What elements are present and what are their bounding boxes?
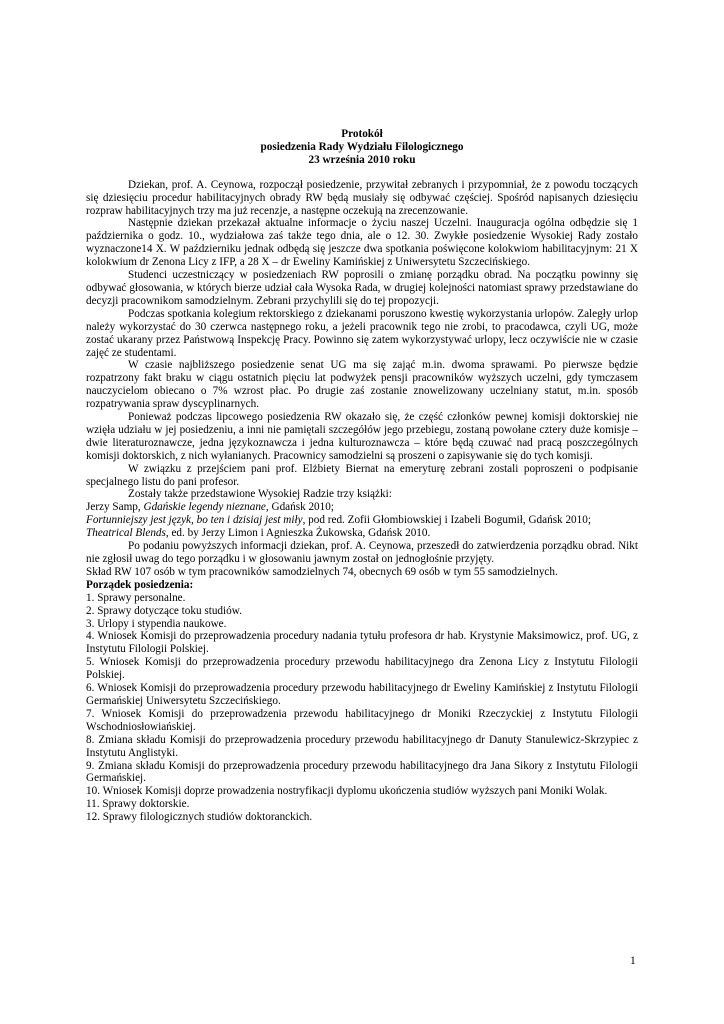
document-date: 23 września 2010 roku: [308, 153, 416, 166]
paragraph-senate: W czasie najbliższego posiedzenie senat UG ma się zająć m.in. dwoma sprawami. Po pierwsze będzie rozpatrzony fakt braku w ciągu ostatnich pięciu lat podwyżek pensji pracowników wyższych uczelni, gdy tymczasem nauczycielom obiecano o 7% wzrost płac. Po drugie zaś zostanie znowelizowany uczelniany statut, m.in. sposób rozpatrywania spraw dyscyplinarnych.: [86, 359, 638, 411]
agenda-item: 5. Wniosek Komisji do przeprowadzenia procedury przewodu habilitacyjnego dra Zenona Licy z Instytutu Filologii Polskiej.: [86, 656, 638, 682]
paragraph-university-news: Następnie dziekan przekazał aktualne informacje o życiu naszej Uczelni. Inauguracja ogólna odbędzie się 1 października o godz. 10., wydziałowa zaś także tego dnia, ale o 12. 30. Zwykłe posiedzenie Wysokiej Rady zostało wyznaczone14 X. W październiku jednak odbędą się jeszcze dwa spotkania poświęcone kolokwiom habilitacyjnym: 21 X kolokwium dr Zenona Licy z IFP, a 28 X – dr Eweliny Kamińskiej z Uniwersytetu Szczecińskiego.: [86, 217, 638, 269]
agenda-item: 6. Wniosek Komisji do przeprowadzenia procedury przewodu habilitacyjnego dr Eweliny Kamińskiej z Instytutu Filologii Germańskiej Uniwersytetu Szczecińskiego.: [86, 682, 638, 707]
spacer: [86, 167, 638, 179]
composition-line: Skład RW 107 osób w tym pracowników samodzielnych 74, obecnych 69 osób w tym 55 samodzielnych.: [86, 565, 558, 578]
page-number: 1: [630, 955, 636, 967]
agenda-heading: Porządek posiedzenia:: [86, 578, 194, 591]
book-entry: Jerzy Samp, Gdańskie legendy nieznane, Gdańsk 2010;: [86, 501, 334, 514]
document-title: Protokół: [341, 128, 383, 140]
agenda-item: 12. Sprawy filologicznych studiów doktoranckich.: [86, 811, 313, 824]
paragraph-books-intro: Zostały także przedstawione Wysokiej Radzie trzy książki:: [128, 488, 392, 501]
document-page: [86, 128, 638, 824]
agenda-item: 8. Zmiana składu Komisji do przeprowadzenia procedury przewodu habilitacyjnego dr Danuty Stanulewicz-Skrzypiec z Instytutu Anglistyki.: [86, 733, 638, 759]
book-entry: Fortunniejszy jest język, bo ten i dzisiaj jest miły, pod red. Zofii Głombiowskiej i Izabeli Bogumił, Gdańsk 2010;: [86, 514, 591, 527]
agenda-item: 7. Wniosek Komisji do przeprowadzenia przewodu habilitacyjnego dr Moniki Rzeczyckiej z Instytutu Filologii Wschodniosłowiańskiej.: [86, 707, 638, 733]
document-subtitle: posiedzenia Rady Wydziału Filologicznego: [260, 140, 464, 153]
paragraph-vacation: Podczas spotkania kolegium rektorskiego z dziekanami poruszono kwestię wykorzystania urlopów. Zaległy urlop należy wykorzystać do 30 czerwca następnego roku, a jeżeli pracownik tego nie zrobi, to pracodawca, czyli UG, może zostać ukarany przez Państwową Inspekcję Pracy. Powinno się zatem wykorzystywać urlopy, lecz oczywiście nie w czasie zajęć ze studentami.: [86, 307, 638, 359]
paragraph-students-request: Studenci uczestniczący w posiedzeniach RW poprosili o zmianę porządku obrad. Na początku powinny się odbywać głosowania, w których bierze udział cała Wysoka Rada, w drugiej kolejności natomiast sprawy przedstawiane do decyzji pracownikom samodzielnym. Zebrani przychylili się do tej propozycji.: [86, 269, 638, 307]
paragraph-committees: Ponieważ podczas lipcowego posiedzenia RW okazało się, że część członków pewnej komisji doktorskiej nie wzięła udziału w jej posiedzeniu, a inni nie pamiętali szczegółów jego przebiegu, zostaną powołane cztery duże komisje – dwie literaturoznawcze, jedna językoznawcza i jedna kulturoznawcza – które będą czuwać nad pracą poszczególnych komisji doktorskich, z nich wyłanianych. Pracownicy samodzielni są proszeni o zapisywanie się do tych komisji.: [86, 411, 638, 462]
book-title: Fortunniejszy jest język, bo ten i dzisiaj jest miły: [86, 514, 303, 527]
book-title: Gdańskie legendy nieznane: [143, 501, 266, 514]
agenda-item: 10. Wniosek Komisji doprze prowadzenia nostryfikacji dyplomu ukończenia studiów wyższych pani Moniki Wolak.: [86, 785, 608, 798]
agenda-item: 11. Sprawy doktorskie.: [86, 798, 190, 811]
agenda-item: 4. Wniosek Komisji do przeprowadzenia procedury nadania tytułu profesora dr hab. Krystynie Maksimowicz, prof. UG, z Instytutu Filologii Polskiej.: [86, 630, 638, 656]
book-title: Theatrical Blends: [86, 527, 166, 540]
agenda-item: 3. Urlopy i stypendia naukowe.: [86, 617, 227, 630]
paragraph-agenda-approval: Po podaniu powyższych informacji dziekan, prof. A. Ceynowa, przeszedł do zatwierdzenia porządku obrad. Nikt nie zgłosił uwag do tego porządku i w głosowaniu jawnym został on jednogłośnie przyjęty.: [86, 540, 638, 565]
agenda-item: 2. Sprawy dotyczące toku studiów.: [86, 604, 242, 617]
agenda-item: 9. Zmiana składu Komisji do przeprowadzenia procedury przewodu habilitacyjnego dra Jana Sikory z Instytutu Filologii Germańskiej.: [86, 759, 638, 785]
paragraph-retirement: W związku z przejściem pani prof. Elżbiety Biernat na emeryturę zebrani zostali poproszeni o podpisanie specjalnego listu do pani profesor.: [86, 462, 638, 488]
paragraph-opening: Dziekan, prof. A. Ceynowa, rozpoczął posiedzenie, przywitał zebranych i przypomniał, że z powodu toczących się dziesięciu procedur habilitacyjnych obrady RW będą musiały się odbywać częściej. Spośród napisanych dziesięciu rozpraw habilitacyjnych trzy ma już recenzje, a następne oczekują na zrecenzowanie.: [86, 178, 638, 217]
agenda-item: 1. Sprawy personalne.: [86, 591, 186, 604]
book-entry: Theatrical Blends, ed. by Jerzy Limon i Agnieszka Żukowska, Gdańsk 2010.: [86, 527, 431, 540]
